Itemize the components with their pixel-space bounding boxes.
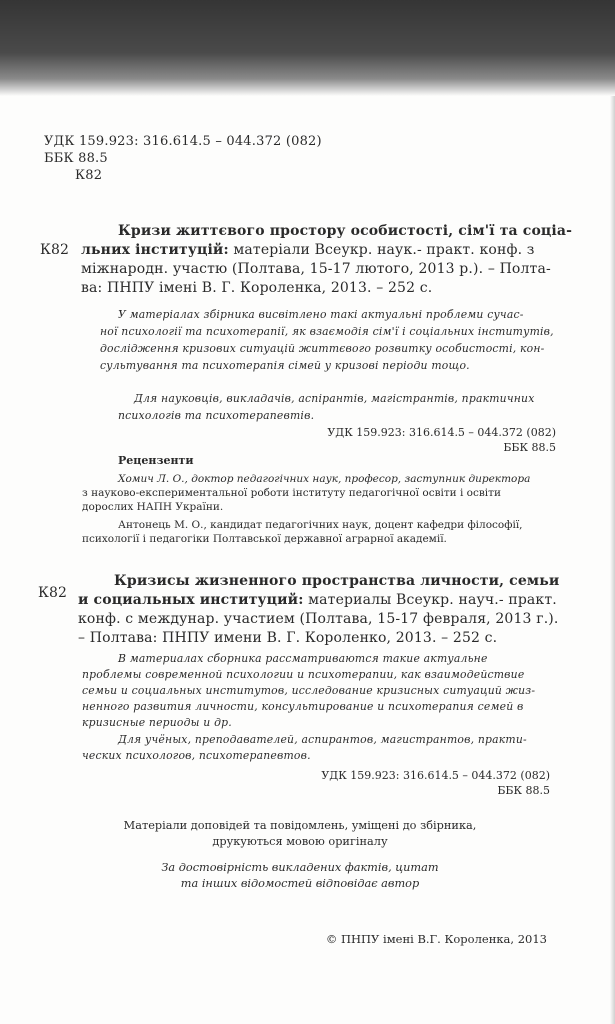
- reviewer-1: Хомич Л. О., доктор педагогічних наук, професор, заступник директора з науково-експериментальної роботи інституту педагогічної освіти і освіти дорослих НАПН України.: [82, 473, 531, 513]
- rus-index: К82: [38, 585, 68, 601]
- ukr-title-line3: міжнародн. участю (Полтава, 15-17 лютого, 2013 р.). – Полта-: [81, 261, 551, 277]
- ukr-title-line2: льних інституцій: матеріали Всеукр. наук.- практ. конф. з: [81, 242, 535, 258]
- scan-edge: [610, 96, 615, 1024]
- ukr-index: К82: [40, 242, 70, 258]
- rus-codes: УДК 159.923: 316.614.5 – 044.372 (082) ББК 88.5: [321, 769, 550, 797]
- rus-title: [78, 572, 562, 648]
- responsibility-note: За достовірність викладених фактів, цитат та інших відомостей відповідає автор: [161, 861, 439, 890]
- ukr-audience: Для науковців, викладачів, аспірантів, магістрантів, практичних психологів та психотерапевтів.: [118, 392, 535, 422]
- rus-audience: Для учёных, преподавателей, аспирантов, магистрантов, практи- ческих психологов, психотерапевтов.: [82, 733, 527, 762]
- rus-title-line3: конф. с междунар. участием (Полтава, 15-17 февраля, 2013 г.).: [78, 611, 559, 627]
- original-language-note: Матеріали доповідей та повідомлень, уміщені до збірника, друкуються мовою оригіналу: [123, 819, 477, 848]
- reviewer-2: Антонець М. О., кандидат педагогічних наук, доцент кафедри філософії, психології і педагогіки Полтавської державної аграрної академії.: [82, 519, 523, 545]
- reviewer-1-text: Хомич Л. О., доктор педагогічних наук, професор, заступник директора: [118, 473, 531, 485]
- rus-title-line4: – Полтава: ПНПУ имени В. Г. Короленко, 2013. – 252 с.: [78, 630, 498, 646]
- header-udk: УДК 159.923: 316.614.5 – 044.372 (082): [44, 134, 322, 149]
- ukr-abstract: У матеріалах збірника висвітлено такі актуальні проблеми сучас- ної психології та психотерапії, як взаємодія сім'ї і соціальних інститутів, дослідження кризових ситуацій життєвого розвитку особистості, кон- сультування та психотерапія сімей у кризові періоди тощо.: [100, 308, 554, 372]
- copyright: © ПНПУ імені В.Г. Короленка, 2013: [325, 932, 547, 946]
- rus-title-line1: Кризисы жизненного пространства личности, семьи: [114, 573, 560, 589]
- reviewers-heading: Рецензенти: [118, 454, 194, 467]
- header-bbk: ББК 88.5: [44, 151, 108, 166]
- header-index: К82: [75, 168, 103, 183]
- scan-shadow: [0, 0, 615, 96]
- ukr-title-line4: ва: ПНПУ імені В. Г. Короленка, 2013. – 252 с.: [81, 280, 433, 296]
- ukr-codes: УДК 159.923: 316.614.5 – 044.372 (082) ББК 88.5: [327, 426, 556, 454]
- rus-abstract: В материалах сборника рассматриваются такие актуальне проблемы современной психологии и психотерапии, как взаимодействие семьи и социальных институтов, исследование кризисных ситуаций жиз- ненного развития личности, консультирование и психотерапия семей в кризисные периоды и др.: [82, 652, 536, 729]
- rus-title-line2: и социальных институций: материалы Всеукр. науч.- практ.: [78, 592, 557, 608]
- ukr-title-line1: Кризи життєвого простору особистості, сім'ї та соціа-: [118, 223, 573, 239]
- ukr-title: [81, 222, 573, 298]
